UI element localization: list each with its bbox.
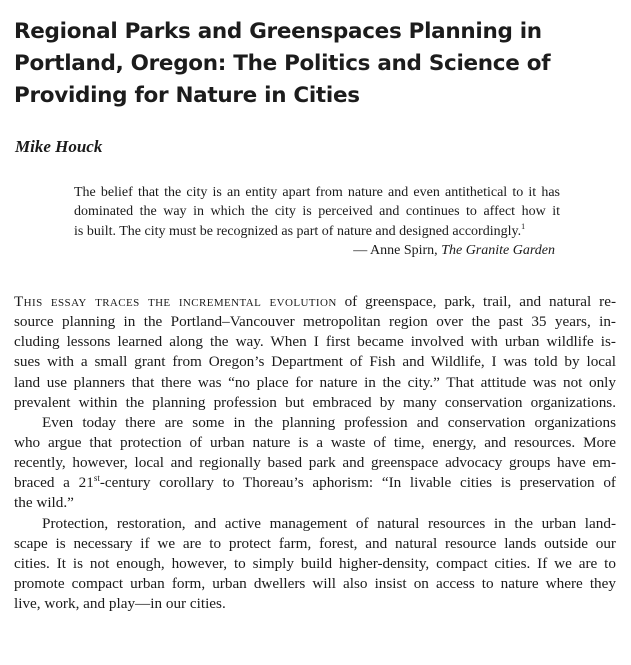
ordinal-superscript: st xyxy=(93,473,100,484)
title-line-1: Regional Parks and Greenspaces Planning in xyxy=(14,19,542,44)
attribution-author: — Anne Spirn, xyxy=(353,243,442,259)
body-line: cities. It is not enough, however, to simply build higher-density, compact cities. If we are to xyxy=(14,554,616,572)
article-body xyxy=(14,292,616,614)
body-line xyxy=(14,292,616,312)
author-name: Mike Houck xyxy=(15,137,103,156)
title-line-3: Providing for Nature in Cities xyxy=(14,83,360,108)
attribution-book: The Granite Garden xyxy=(441,243,555,259)
body-line: promote compact urban form, urban dwellers will also insist on access to nature where they xyxy=(14,574,616,592)
body-line: recently, however, local and regionally based park and greenspace advocacy groups have em- xyxy=(14,454,616,472)
body-line: Protection, restoration, and active management of natural resources in the urban land- xyxy=(42,514,616,532)
epigraph-line-2: dominated the way in which the city is perceived and continues to affect how it xyxy=(74,204,560,220)
body-line: source planning in the Portland–Vancouver metropolitan region over the past 35 years, in- xyxy=(14,313,616,331)
body-line: Even today there are some in the planning profession and conservation organizations xyxy=(42,413,616,431)
body-line: scape is necessary if we are to protect farm, forest, and natural resource lands outside our xyxy=(14,534,616,552)
body-line: the wild.” xyxy=(14,494,74,512)
epigraph-quote xyxy=(74,183,560,261)
body-line xyxy=(14,473,616,493)
body-line-text: braced a 21 xyxy=(14,474,94,492)
body-line-text: -century corollary to Thoreau’s aphorism: “In livable cities is preservation of xyxy=(99,474,616,492)
body-line: cluding lessons learned along the way. When I first became involved with urban wildlife is- xyxy=(14,333,616,351)
body-line: land use planners that there was “no place for nature in the city.” That attitude was not only xyxy=(14,373,616,391)
lead-in-smallcaps: This essay traces the incremental evolution xyxy=(14,293,337,310)
epigraph-line-3 xyxy=(74,222,560,241)
epigraph-attribution xyxy=(74,241,560,260)
body-line: prevalent within the planning profession but embraced by many conservation organizations. xyxy=(14,393,616,411)
title-line-2: Portland, Oregon: The Politics and Science of xyxy=(14,51,551,76)
article-title xyxy=(14,16,614,112)
body-line: sues with a small grant from Oregon’s Department of Fish and Wildlife, I was told by local xyxy=(14,353,616,371)
footnote-ref: 1 xyxy=(521,221,526,231)
epigraph-line-1: The belief that the city is an entity apart from nature and even antithetical to it has xyxy=(74,185,560,200)
body-line-text: of greenspace, park, trail, and natural re- xyxy=(336,293,616,310)
body-line: who argue that protection of urban nature is a waste of time, energy, and resources. More xyxy=(14,433,616,451)
epigraph-line-3-text: is built. The city must be recognized as part of nature and designed accordingly. xyxy=(74,223,522,239)
body-line: live, work, and play—in our cities. xyxy=(14,595,226,613)
